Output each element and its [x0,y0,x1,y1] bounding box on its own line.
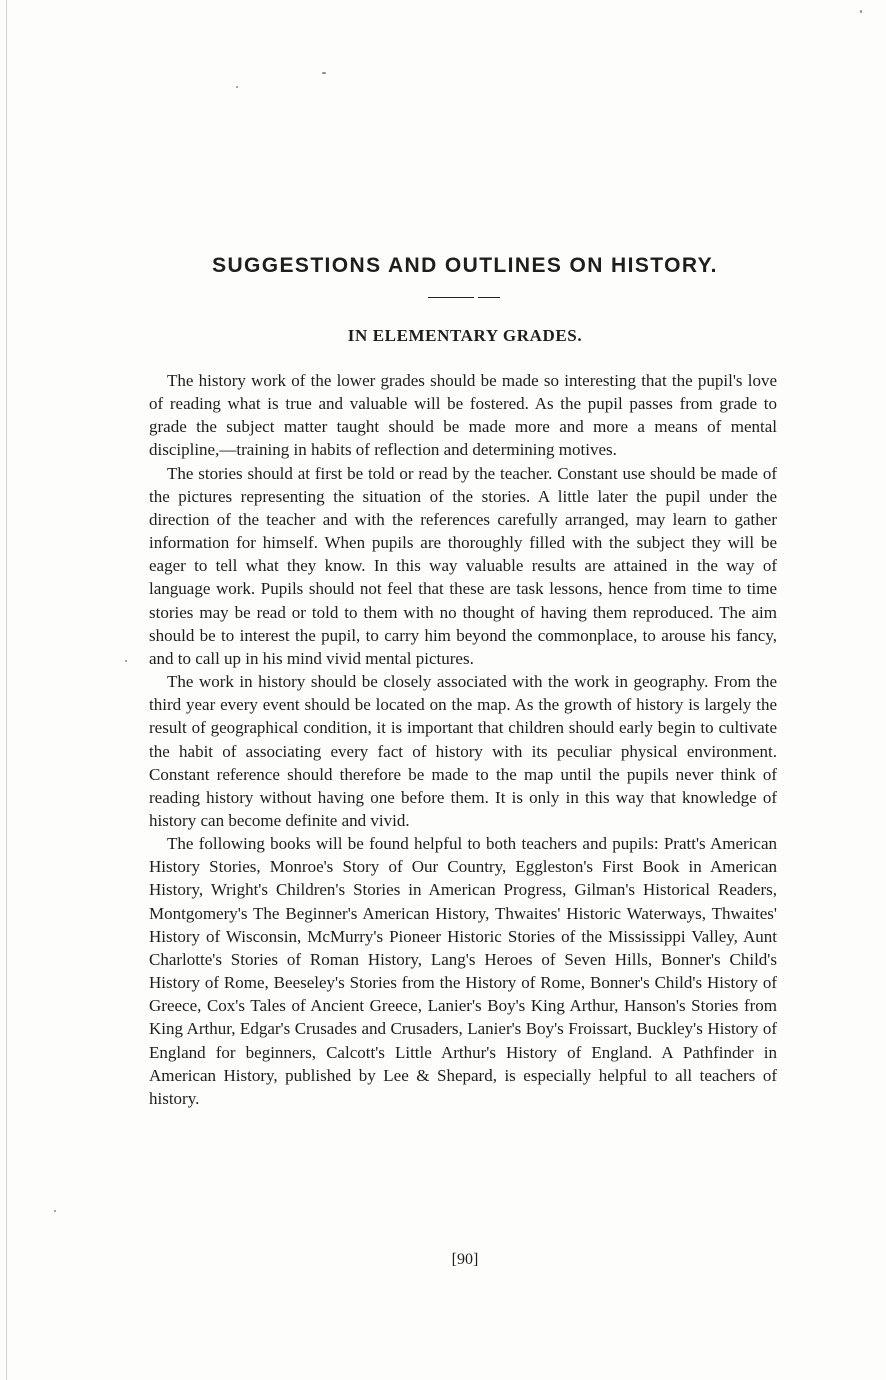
scan-speck [322,72,326,74]
page-title: SUGGESTIONS AND OUTLINES ON HISTORY. [212,254,718,277]
scan-speck [54,1210,56,1212]
title-divider [428,297,474,298]
page-number: [90] [451,1251,479,1268]
paragraph-intro: The history work of the lower grades should be made so interesting that the pupil's love of reading what is true and valuable will be fostered. As the pupil passes from grade to grade the subject matter taught should be made more and more a means of mental discipline,—training in habits of reflection and determining motives. [149,371,777,460]
paragraph-geography: The work in history should be closely associated with the work in geography. From the third year every event should be located on the map. As the growth of history is largely the result of geographical condition, it is important that children should early begin to cultivate the habit of associating every fact of history with its peculiar physical environment. Constant reference should therefore be made to the map until the pupils never think of reading history without having one before them. It is only in this way that knowledge of history can become definite and vivid. [149,672,777,830]
body-text [149,369,777,1110]
scan-speck [860,10,862,13]
scan-speck [236,86,238,88]
title-divider-short [478,297,500,298]
paragraph-books: The following books will be found helpful to both teachers and pupils: Pratt's American History Stories, Monroe's Story of Our Country, Eggleston's First Book in American History, Wright's Children's Stories in American Progress, Gilman's Historical Readers, Montgomery's The Beginner's American History, Thwaites' Historic Waterways, Thwaites' History of Wisconsin, McMurry's Pioneer Historic Stories of the Mississippi Valley, Aunt Charlotte's Stories of Roman History, Lang's Heroes of Seven Hills, Bonner's Child's History of Rome, Beeseley's Stories from the History of Rome, Bonner's Child's History of Greece, Cox's Tales of Ancient Greece, Lanier's Boy's King Arthur, Hanson's Stories from King Arthur, Edgar's Crusades and Crusaders, Lanier's Boy's Froissart, Buckley's History of England for beginners, Calcott's Little Arthur's History of England. A Pathfinder in American History, published by Lee & Shepard, is especially helpful to all teachers of history. [149,834,777,1108]
section-subtitle: IN ELEMENTARY GRADES. [347,326,583,345]
scan-edge-line [6,0,7,1380]
scan-speck [125,660,127,662]
paragraph-stories: The stories should at first be told or read by the teacher. Constant use should be made of the pictures representing the situation of the stories. A little later the pupil under the direction of the teacher and with the references carefully arranged, may learn to gather information for himself. When pupils are thoroughly filled with the subject they will be eager to tell what they know. In this way valuable results are attained in the way of language work. Pupils should not feel that these are task lessons, hence from time to time stories may be read or told to them with no thought of having them reproduced. The aim should be to interest the pupil, to carry him beyond the commonplace, to arouse his fancy, and to call up in his mind vivid mental pictures. [149,463,777,668]
